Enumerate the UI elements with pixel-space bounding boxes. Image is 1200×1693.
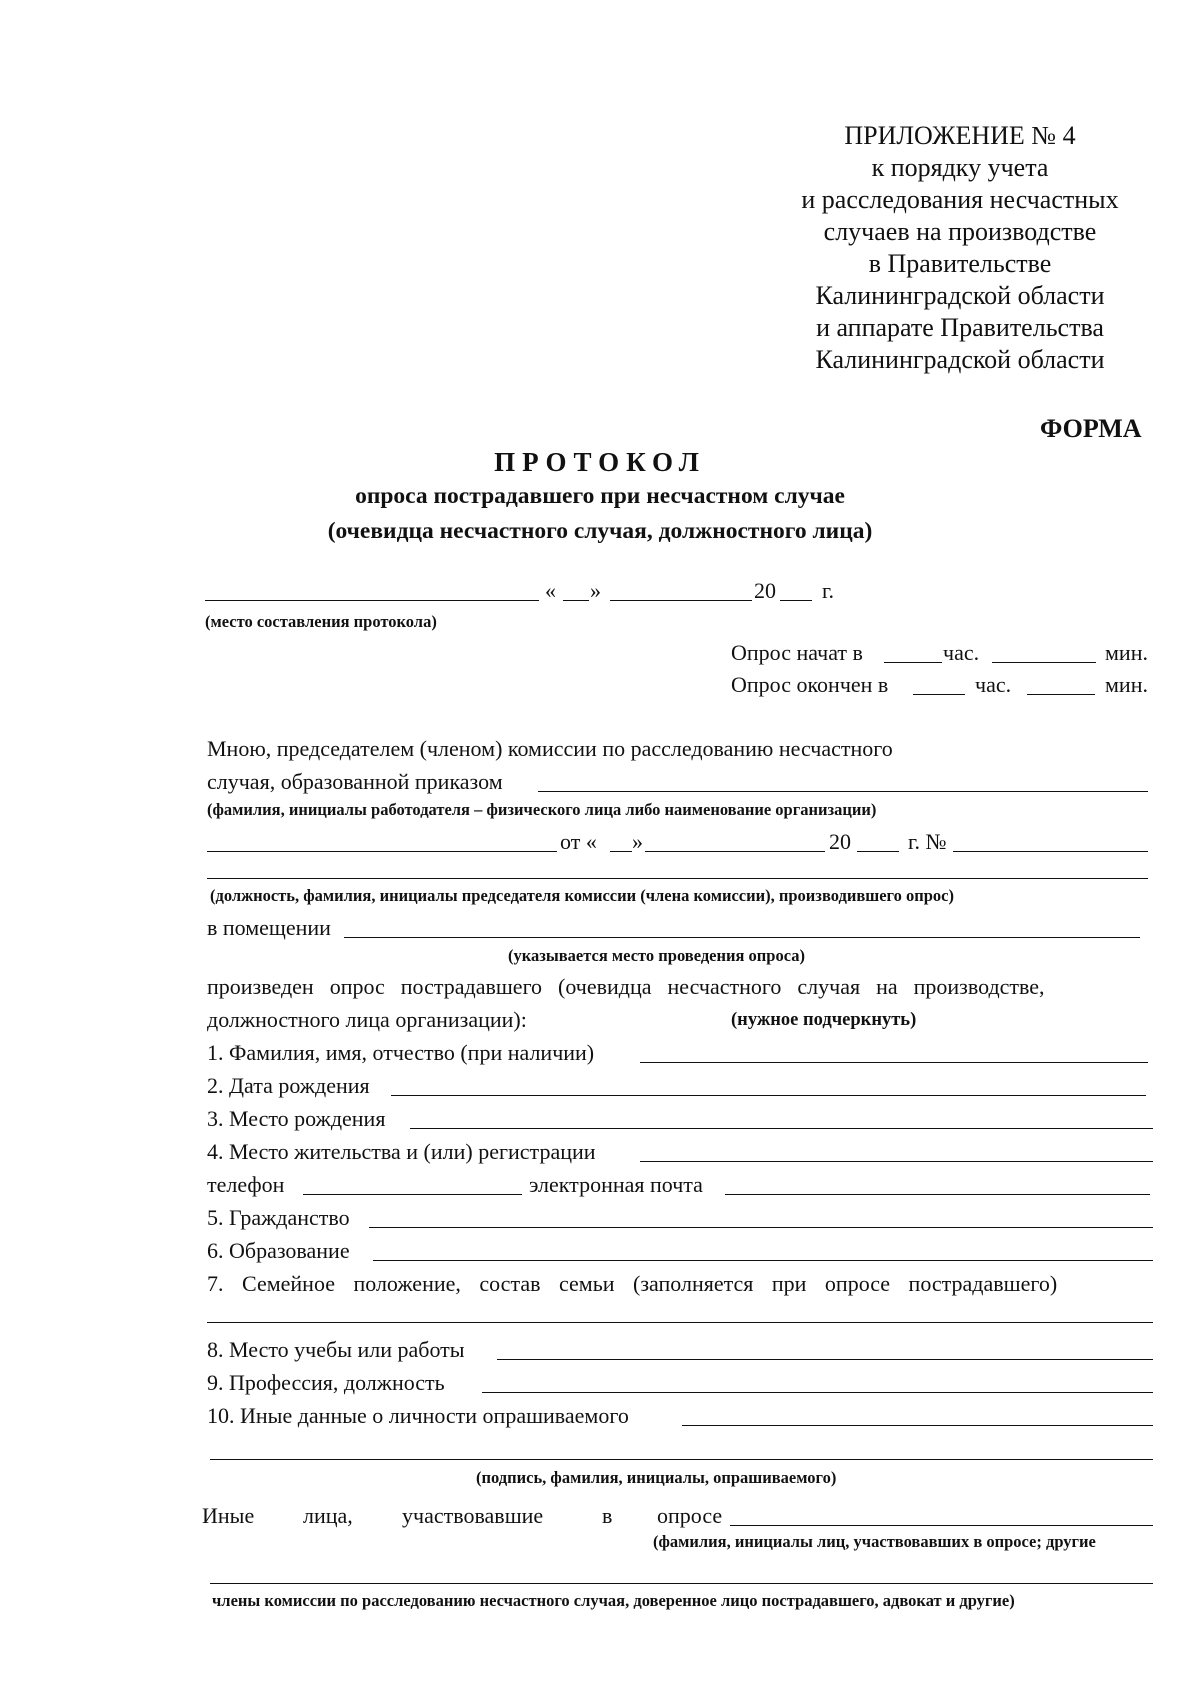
start-hours-field[interactable]	[884, 662, 942, 663]
field-1-input[interactable]	[640, 1062, 1148, 1063]
start-hours-label: час.	[943, 640, 980, 665]
order-from-label: от «	[560, 829, 597, 854]
place-field[interactable]	[205, 600, 539, 601]
field-8-input[interactable]	[497, 1359, 1153, 1360]
order-year-prefix: 20	[829, 829, 851, 854]
room-note: (указывается место проведения опроса)	[508, 946, 806, 965]
others-word-5: опросе	[657, 1503, 723, 1528]
document-title: ПРОТОКОЛ	[494, 447, 706, 477]
document-subtitle-2: (очевидца несчастного случая, должностного лица)	[327, 518, 873, 544]
field-10-label: 10. Иные данные о личности опрашиваемого	[207, 1403, 629, 1428]
field-1-label: 1. Фамилия, имя, отчество (при наличии)	[207, 1040, 595, 1065]
month-field[interactable]	[610, 600, 752, 601]
annex-line: Калининградской области	[815, 345, 1105, 374]
form-label: ФОРМА	[1040, 414, 1142, 443]
conducted-line-1: произведен опрос пострадавшего (очевидца несчастного случая на производстве,	[207, 974, 1045, 999]
others-word-1: Иные	[202, 1503, 255, 1528]
intro-line-1: Мною, председателем (членом) комиссии по расследованию несчастного	[207, 736, 893, 761]
end-label: Опрос окончен в	[731, 672, 889, 697]
others-note-2: члены комиссии по расследованию несчастного случая, доверенное лицо пострадавшего, адвокат и другие)	[212, 1591, 1015, 1610]
field-9-label: 9. Профессия, должность	[207, 1370, 445, 1395]
room-field[interactable]	[344, 937, 1140, 938]
place-note: (место составления протокола)	[205, 612, 437, 631]
field-3-label: 3. Место рождения	[207, 1106, 386, 1131]
order-field[interactable]	[538, 791, 1148, 792]
field-7-label: 7. Семейное положение, состав семьи (заполняется при опросе пострадавшего)	[207, 1271, 1058, 1296]
order-day-field[interactable]	[610, 851, 632, 852]
year-prefix: 20	[754, 578, 776, 603]
underline-note: (нужное подчеркнуть)	[731, 1010, 917, 1030]
email-input[interactable]	[725, 1194, 1150, 1195]
field-9-input[interactable]	[482, 1392, 1153, 1393]
signature-note: (подпись, фамилия, инициалы, опрашиваемого)	[476, 1468, 837, 1487]
end-hours-label: час.	[975, 672, 1012, 697]
annex-title: ПРИЛОЖЕНИЕ № 4	[844, 121, 1076, 150]
employer-note: (фамилия, инициалы работодателя – физического лица либо наименование организации)	[207, 800, 877, 819]
annex-line: случаев на производстве	[823, 217, 1097, 246]
end-hours-field[interactable]	[913, 694, 965, 695]
room-label: в помещении	[207, 915, 331, 940]
start-minutes-label: мин.	[1105, 640, 1148, 665]
annex-block	[740, 120, 1180, 376]
annex-line: и аппарате Правительства	[816, 313, 1104, 342]
order-number-field[interactable]	[953, 851, 1148, 852]
field-2-input[interactable]	[391, 1095, 1146, 1096]
others-field-2[interactable]	[210, 1583, 1153, 1584]
field-4-label: 4. Место жительства и (или) регистрации	[207, 1139, 596, 1164]
field-3-input[interactable]	[410, 1128, 1153, 1129]
intro-line-2: случая, образованной приказом	[207, 769, 503, 794]
field-8-label: 8. Место учебы или работы	[207, 1337, 465, 1362]
order-number-label: г. №	[908, 829, 947, 854]
others-note-1: (фамилия, инициалы лиц, участвовавших в опросе; другие	[653, 1532, 1096, 1551]
chair-field[interactable]	[207, 878, 1148, 879]
field-6-label: 6. Образование	[207, 1238, 350, 1263]
end-minutes-field[interactable]	[1027, 694, 1095, 695]
phone-label: телефон	[207, 1172, 285, 1197]
field-2-label: 2. Дата рождения	[207, 1073, 370, 1098]
date-quote-open: «	[545, 578, 556, 603]
annex-line: в Правительстве	[868, 249, 1052, 278]
email-label: электронная почта	[529, 1172, 703, 1197]
field-6-input[interactable]	[373, 1260, 1153, 1261]
order-year-field[interactable]	[857, 851, 899, 852]
employer-field[interactable]	[207, 851, 557, 852]
day-field[interactable]	[563, 600, 589, 601]
start-minutes-field[interactable]	[992, 662, 1096, 663]
year-field[interactable]	[780, 600, 812, 601]
chair-note: (должность, фамилия, инициалы председателя комиссии (члена комиссии), производившего опрос)	[210, 886, 954, 905]
field-10-input[interactable]	[682, 1425, 1153, 1426]
order-month-field[interactable]	[645, 851, 825, 852]
order-quote-close: »	[632, 829, 643, 854]
others-word-2: лица,	[303, 1503, 353, 1528]
date-quote-close: »	[590, 578, 601, 603]
annex-line: к порядку учета	[871, 153, 1049, 182]
conducted-line-2: должностного лица организации):	[207, 1007, 527, 1032]
field-5-label: 5. Гражданство	[207, 1205, 350, 1230]
field-7-input[interactable]	[207, 1322, 1153, 1323]
annex-line: и расследования несчастных	[801, 185, 1119, 214]
year-suffix: г.	[822, 578, 835, 603]
document-subtitle: опроса пострадавшего при несчастном случае	[355, 483, 845, 509]
others-word-4: в	[602, 1503, 613, 1528]
annex-line: Калининградской области	[815, 281, 1105, 310]
field-5-input[interactable]	[369, 1227, 1153, 1228]
start-label: Опрос начат в	[731, 640, 863, 665]
signature-field[interactable]	[210, 1459, 1153, 1460]
field-4-input[interactable]	[640, 1161, 1153, 1162]
others-field[interactable]	[730, 1525, 1153, 1526]
phone-input[interactable]	[303, 1194, 522, 1195]
others-word-3: участвовавшие	[402, 1503, 544, 1528]
end-minutes-label: мин.	[1105, 672, 1148, 697]
